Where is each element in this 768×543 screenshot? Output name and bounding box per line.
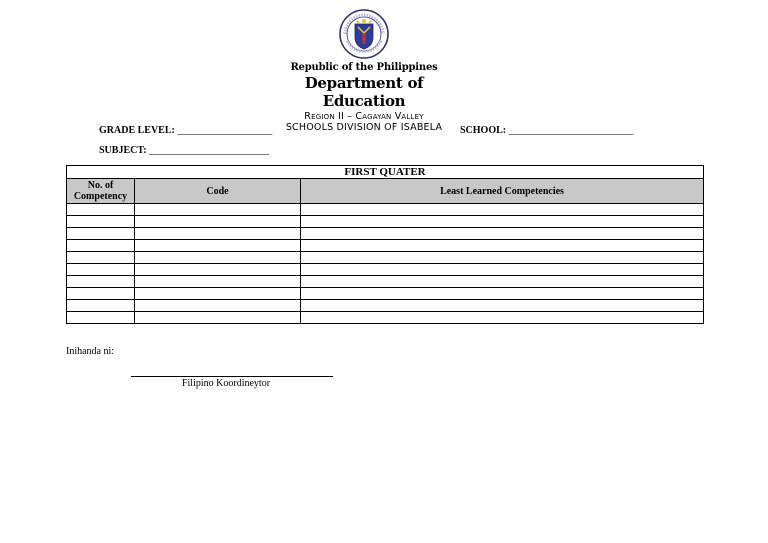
table-row: [67, 216, 704, 228]
table-row: [67, 252, 704, 264]
table-body: [67, 204, 704, 324]
table-cell[interactable]: [301, 216, 704, 228]
table-row: [67, 228, 704, 240]
signatory-title: Filipino Koordineytor: [181, 378, 271, 389]
table-row: [67, 204, 704, 216]
table-cell[interactable]: [67, 204, 135, 216]
table-cell[interactable]: [301, 228, 704, 240]
table-cell[interactable]: [67, 252, 135, 264]
column-header-no-of-competency: No. of Competency: [67, 179, 135, 204]
column-header-code: Code: [135, 179, 301, 204]
table-row: [67, 300, 704, 312]
table-cell[interactable]: [301, 288, 704, 300]
table-cell[interactable]: [67, 276, 135, 288]
region-line: Region II – Cagayan Valley: [304, 111, 424, 122]
table-cell[interactable]: [67, 264, 135, 276]
table-cell[interactable]: [135, 216, 301, 228]
table-cell[interactable]: [67, 288, 135, 300]
letterhead: [264, 8, 464, 133]
table-cell[interactable]: [67, 228, 135, 240]
table-cell[interactable]: [67, 300, 135, 312]
table-cell[interactable]: [135, 252, 301, 264]
subject-label: SUBJECT:: [99, 145, 147, 156]
table-row: [67, 276, 704, 288]
table-cell[interactable]: [135, 276, 301, 288]
subject-line[interactable]: ________________________: [149, 145, 270, 156]
table-cell[interactable]: [135, 228, 301, 240]
republic-line: Republic of the Philippines: [290, 62, 438, 73]
table-cell[interactable]: [67, 216, 135, 228]
table-row: [67, 240, 704, 252]
table-cell[interactable]: [135, 204, 301, 216]
table-cell[interactable]: [301, 264, 704, 276]
table-cell[interactable]: [301, 252, 704, 264]
table-cell[interactable]: [135, 264, 301, 276]
division-line: SCHOOLS DIVISION OF ISABELA: [285, 122, 443, 133]
table-cell[interactable]: [301, 300, 704, 312]
deped-seal-icon: [338, 8, 390, 60]
table-cell[interactable]: [301, 204, 704, 216]
table-cell[interactable]: [135, 312, 301, 324]
table-cell[interactable]: [301, 312, 704, 324]
table-cell[interactable]: [301, 276, 704, 288]
school-line[interactable]: _________________________: [508, 125, 634, 136]
table-cell[interactable]: [67, 240, 135, 252]
table-row: [67, 264, 704, 276]
subject-field: [99, 145, 269, 156]
table-cell[interactable]: [67, 312, 135, 324]
table-cell[interactable]: [135, 288, 301, 300]
school-field: [460, 125, 634, 136]
table-row: [67, 288, 704, 300]
grade-level-line[interactable]: ___________________: [177, 125, 273, 136]
department-name: Department of Education: [304, 74, 424, 110]
signature-line[interactable]: [131, 376, 333, 377]
table-cell[interactable]: [135, 240, 301, 252]
grade-level-label: GRADE LEVEL:: [99, 125, 175, 136]
table-cell[interactable]: [301, 240, 704, 252]
column-header-least-learned: Least Learned Competencies: [301, 179, 704, 204]
grade-level-field: [99, 125, 272, 136]
table-row: [67, 312, 704, 324]
competency-table: [66, 165, 704, 324]
school-label: SCHOOL:: [460, 125, 507, 136]
prepared-by-label: Inihanda ni:: [66, 346, 115, 357]
table-cell[interactable]: [135, 300, 301, 312]
table-title: FIRST QUATER: [67, 166, 704, 179]
